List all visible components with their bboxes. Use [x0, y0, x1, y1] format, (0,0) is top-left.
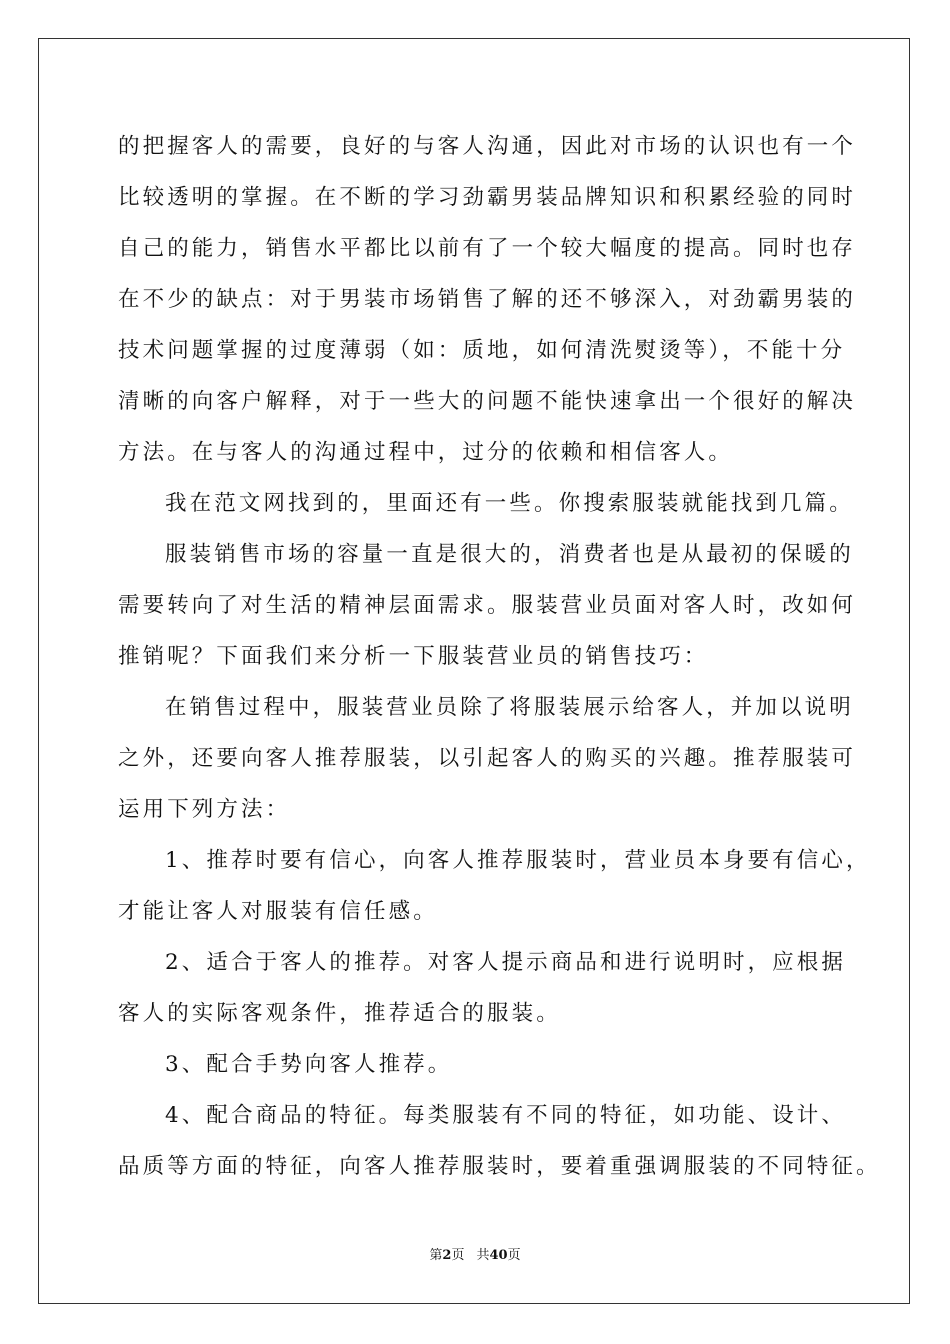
text-line: 客人的实际客观条件，推荐适合的服装。	[118, 1001, 561, 1026]
document-body	[118, 127, 881, 1198]
text-line: 比较透明的掌握。在不断的学习劲霸男装品牌知识和积累经验的同时	[118, 185, 857, 210]
text-line: 需要转向了对生活的精神层面需求。服装营业员面对客人时，改如何	[118, 593, 857, 618]
text-line: 推销呢？下面我们来分析一下服装营业员的销售技巧：	[118, 644, 709, 669]
paragraph-first-line: 在销售过程中，服装营业员除了将服装展示给客人，并加以说明	[165, 695, 854, 720]
page-prefix: 第	[429, 1248, 443, 1263]
text-line: 技术问题掌握的过度薄弱（如：质地，如何清洗熨烫等），不能十分	[118, 338, 846, 363]
list-item-4: 4、配合商品的特征。每类服装有不同的特征，如功能、设计、	[165, 1103, 846, 1128]
paragraph-first-line: 我在范文网找到的，里面还有一些。你搜索服装就能找到几篇。	[165, 491, 854, 516]
page-suffix: 页	[451, 1248, 465, 1263]
text-line: 品质等方面的特征，向客人推荐服装时，要着重强调服装的不同特征。	[118, 1154, 881, 1179]
page-number: 2	[442, 1248, 452, 1263]
list-item-1: 1、推荐时要有信心，向客人推荐服装时，营业员本身要有信心，	[165, 848, 871, 873]
page-footer	[0, 1246, 950, 1266]
paragraph-first-line: 服装销售市场的容量一直是很大的，消费者也是从最初的保暖的	[165, 542, 854, 567]
text-line: 方法。在与客人的沟通过程中，过分的依赖和相信客人。	[118, 440, 734, 465]
text-line: 在不少的缺点：对于男装市场销售了解的还不够深入，对劲霸男装的	[118, 287, 857, 312]
text-line: 的把握客人的需要，良好的与客人沟通，因此对市场的认识也有一个	[118, 134, 857, 159]
total-suffix: 页	[507, 1248, 521, 1263]
total-prefix: 共	[476, 1248, 490, 1263]
list-item-3: 3、配合手势向客人推荐。	[165, 1052, 453, 1077]
text-line: 自己的能力，销售水平都比以前有了一个较大幅度的提高。同时也存	[118, 236, 857, 261]
text-line: 才能让客人对服装有信任感。	[118, 899, 438, 924]
total-pages: 40	[489, 1248, 508, 1263]
text-line: 清晰的向客户解释，对于一些大的问题不能快速拿出一个很好的解决	[118, 389, 857, 414]
text-line: 之外，还要向客人推荐服装，以引起客人的购买的兴趣。推荐服装可	[118, 746, 857, 771]
list-item-2: 2、适合于客人的推荐。对客人提示商品和进行说明时，应根据	[165, 950, 846, 975]
text-line: 运用下列方法：	[118, 797, 291, 822]
